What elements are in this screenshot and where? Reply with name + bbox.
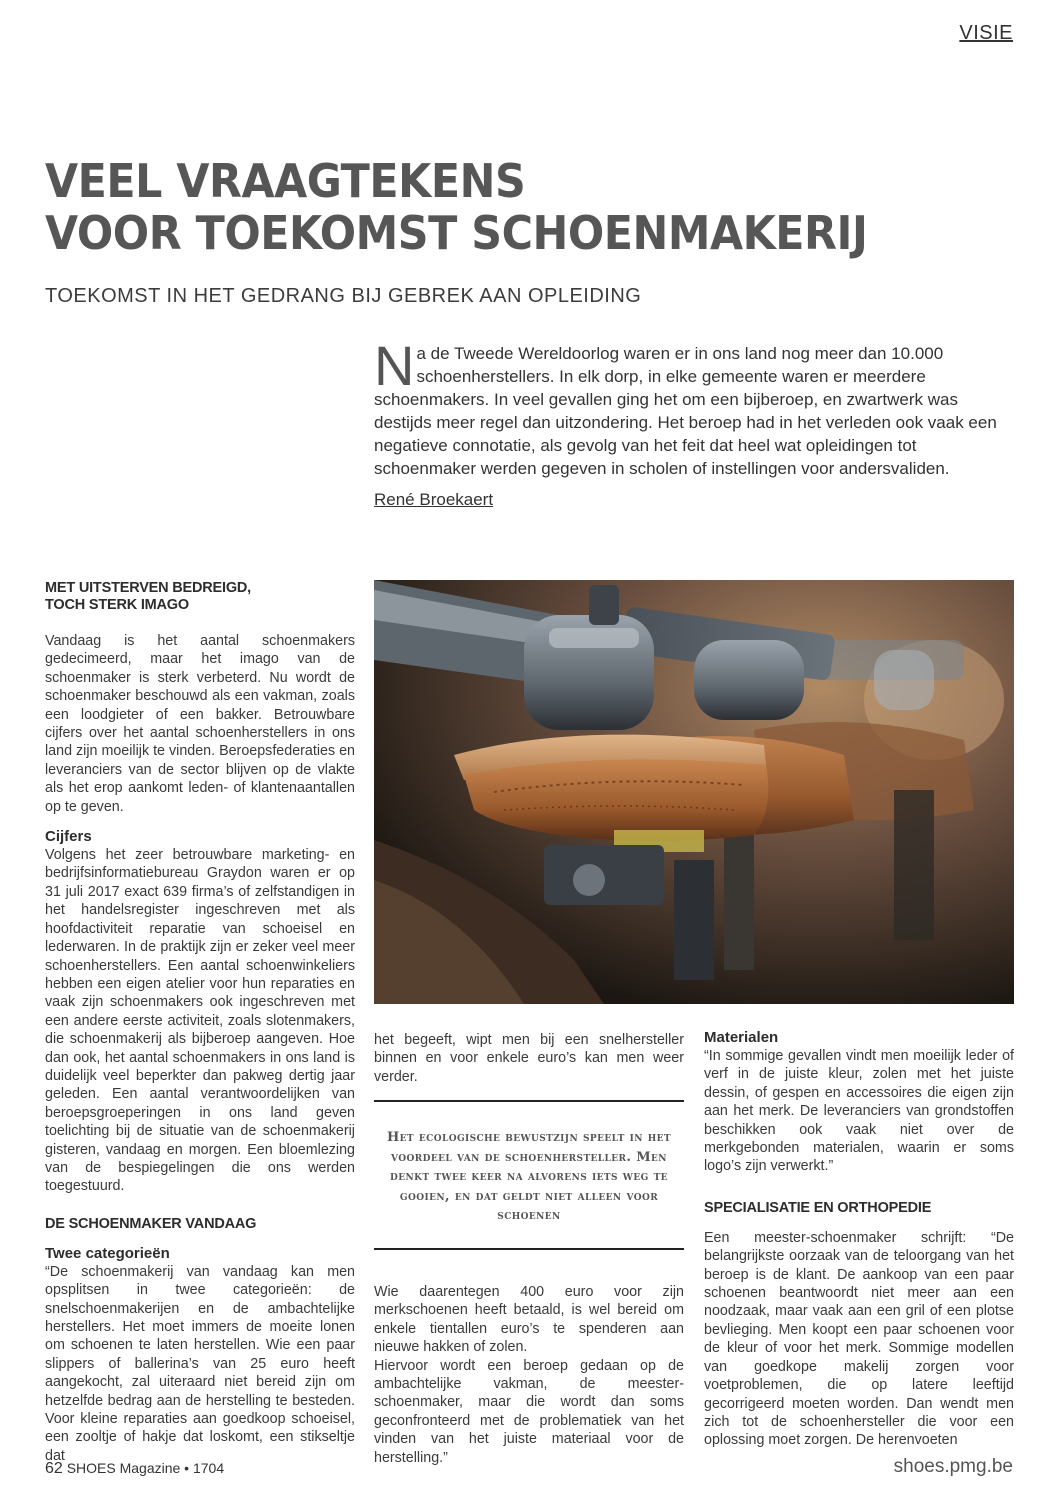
column-1 xyxy=(45,580,355,1465)
headline-line-1: VEEL VRAAGTEKENS xyxy=(45,154,526,208)
subheading-twee-categorieen: Twee categorieën xyxy=(45,1244,170,1262)
paragraph: het begeeft, wipt men bij een snelhersteller binnen en voor enkele euro’s kan men weer verder. xyxy=(374,1032,684,1085)
column-3 xyxy=(704,1029,1014,1450)
page-number: 62 xyxy=(45,1460,63,1477)
shoe-repair-machine-photo xyxy=(374,580,1014,1004)
footer-website-link[interactable]: shoes.pmg.be xyxy=(893,1456,1013,1477)
paragraph: Wie daarentegen 400 euro voor zijn merkschoenen heeft betaald, is wel bereid om enkele tientallen euro’s te spenderen aan nieuwe hakken of zolen. xyxy=(374,1284,684,1356)
pullquote-rule-bottom xyxy=(374,1248,684,1250)
paragraph: Een meester-schoenmaker schrijft: “De belangrijkste oorzaak van de teloorgang van het beroep is de klant. De aankoop van een paar schoenen beantwoordt niet meer aan een noodzaak, maar vaak aan een gril of een plotse bevlieging. Men koopt een paar schoenen voor de kleur of voor het merk. Sommige modellen van goedkope makelij zorgen voor voetproblemen, die op latere leeftijd gecorrigeerd moeten worden. Dan wendt men zich tot de schoenhersteller die voor een oplossing moet zorgen. De herenvoeten xyxy=(704,1229,1014,1449)
paragraph: Hiervoor wordt een beroep gedaan op de ambachtelijke vakman, de meester-schoenmaker, maar die wordt dan soms geconfronteerd met de problematiek van het vinden van het juiste materiaal voor de herstelling.” xyxy=(374,1357,684,1466)
section-heading xyxy=(45,580,355,614)
section-tag: VISIE xyxy=(959,22,1013,44)
pullquote: Het ecologische bewustzijn speelt in het voordeel van de schoenhersteller. Men denkt twee keer na alvorens iets weg te gooien, en dat geldt niet alleen voor schoenen xyxy=(386,1130,672,1223)
heading-line: TOCH STERK IMAGO xyxy=(45,597,189,613)
paragraph: “In sommige gevallen vindt men moeilijk leder of verf in de juiste kleur, zolen met het juiste dessin, of gespen en accessoires die eigen zijn aan het merk. De leveranciers van grondstoffen beschikken ook vaak niet over de merkgebonden materialen, waarin er soms logo’s zijn verwerkt.” xyxy=(704,1048,1014,1175)
headline-line-2: VOOR TOEKOMST SCHOENMAKERIJ xyxy=(45,206,868,260)
paragraph: “De schoenmakerij van vandaag kan men opsplitsen in twee categorieën: de snelschoenmakerijen en de ambachtelijke herstellers. Het moet immers de moeite lonen om schoenen te laten herstellen. Wie een paar slippers of ballerina’s van 25 euro heeft aangekocht, zal uiteraard niet bereid zijn om hetzelfde bedrag aan de herstelling te besteden. Voor kleine reparaties aan goedkoop schoeisel, een zooltje of hakje dat loskomt, een stikseltje dat xyxy=(45,1263,355,1464)
subheading-materialen: Materialen xyxy=(704,1029,779,1046)
column-2-top xyxy=(374,1031,684,1086)
intro-paragraph xyxy=(374,334,1016,480)
magazine-issue: SHOES Magazine • 1704 xyxy=(66,1460,225,1476)
photo-illustration xyxy=(374,580,1014,1004)
subheading-cijfers: Cijfers xyxy=(45,828,92,846)
pullquote-rule-top xyxy=(374,1100,684,1102)
section-heading-specialisatie: SPECIALISATIE EN ORTHOPEDIE xyxy=(704,1199,932,1216)
article-subtitle: TOEKOMST IN HET GEDRANG BIJ GEBREK AAN OPLEIDING xyxy=(45,285,642,307)
paragraph: Vandaag is het aantal schoenmakers gedecimeerd, maar het imago van de schoenmaker is sterk verbeterd. Nu wordt de schoenmaker beschouwd als een vakman, zoals een loodgieter of een bakker. Betrouwbare cijfers over het aantal schoenherstellers in ons land zijn moeilijk te vinden. Beroepsfederaties en leveranciers van de sector blijven op de vlakte als het erop aankomt leden- of klantenaantallen op te geven. xyxy=(45,633,355,815)
author-byline: René Broekaert xyxy=(374,490,494,509)
paragraph: Volgens het zeer betrouwbare marketing- en bedrijfsinformatiebureau Graydon waren er op 31 juli 2017 exact 639 firma’s of zelfstandigen in het handelsregister ingeschreven met als hoofdactiviteit reparatie van schoeisel en lederwaren. In de praktijk zijn er zeker veel meer schoenherstellers. Een aantal schoenwinkeliers hebben een eigen atelier voor hun reparaties en vaak zijn schoenmakers ook ingeschreven met een andere eerste activiteit, zoals slotenmakers, die schoenmakerij als bijberoep aangeven. Hoe dan ook, het aantal schoenmakers in ons land is duidelijk veel beperkter dan pakweg dertig jaar geleden. Een aantal verantwoordelijken van beroepsgroeperingen in ons land geven toelichting bij de situatie van de schoenmakerij gisteren, vandaag en morgen. Een bloemlezing van de bespiegelingen die ons werden toegestuurd. xyxy=(45,847,355,1195)
section-heading-schoenmaker-vandaag: DE SCHOENMAKER VANDAAG xyxy=(45,1215,257,1232)
footer-page-info xyxy=(45,1460,224,1478)
heading-line: MET UITSTERVEN BEDREIGD, xyxy=(45,580,252,596)
article-headline xyxy=(45,155,938,259)
column-2-bottom xyxy=(374,1283,684,1467)
drop-cap: N xyxy=(374,334,415,397)
intro-text: a de Tweede Wereldoorlog waren er in ons land nog meer dan 10.000 schoenherstellers. In elk dorp, in elke gemeente waren er meerdere schoenmakers. In veel gevallen ging het om een bijberoep, en zwartwerk was destijds meer regel dan uitzondering. Het beroep had in het verleden ook vaak een negatieve connotatie, als gevolg van het feit dat heel wat opleidingen tot schoenmaker werden gegeven in scholen of instellingen voor andersvaliden. xyxy=(374,344,997,478)
